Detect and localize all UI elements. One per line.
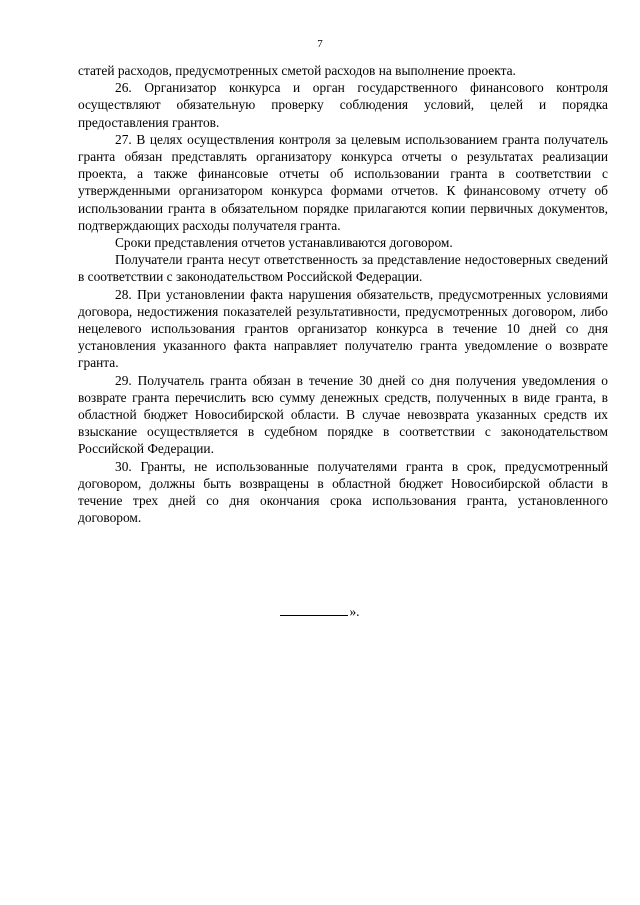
- closing-rule: [280, 615, 348, 616]
- paragraph-30: 30. Гранты, не использованные получателями гранта в срок, предусмотренный договором, должны быть возвращены в областной бюджет Новосибирской области в течение трех дней со дня окончания срока использования гранта, установленного договором.: [78, 458, 608, 526]
- page-number: 7: [317, 38, 323, 50]
- paragraph-responsibility: Получатели гранта несут ответственность за представление недостоверных сведений в соответствии с законодательством Российской Федерации.: [78, 252, 608, 285]
- paragraph-28: 28. При установлении факта нарушения обязательств, предусмотренных условиями договора, недостижения показателей результативности, предусмотренных договором, либо нецелевого использования грантов организатор конкурса в течение 10 дней со дня установления указанного факта направляет получателю гранта уведомление о возврате гранта.: [78, 286, 608, 371]
- paragraph-29: 29. Получатель гранта обязан в течение 30 дней со дня получения уведомления о возврате гранта перечислить всю сумму денежных средств, полученных в виде гранта, в областной бюджет Новосибирской области. В случае невозврата указанных средств их взыскание осуществляется в судебном порядке в соответствии с законодательством Российской Федерации.: [78, 372, 608, 457]
- paragraph-report-deadlines: Сроки представления отчетов устанавливаются договором.: [115, 235, 453, 251]
- paragraph-continuation: статей расходов, предусмотренных сметой расходов на выполнение проекта.: [78, 63, 516, 78]
- closing-line: [0, 603, 640, 620]
- document-body: [78, 62, 608, 526]
- closing-quote: ».: [349, 604, 360, 619]
- paragraph-27: 27. В целях осуществления контроля за целевым использованием гранта получатель гранта обязан представлять организатору конкурса отчеты о результатах реализации проекта, а также финансовые отчеты об использовании гранта в соответствии с утвержденными организатором конкурса формами отчетов. К финансовому отчету об использовании гранта в обязательном порядке прилагаются копии первичных документов, подтверждающих расходы получателя гранта.: [78, 131, 608, 233]
- paragraph-26: 26. Организатор конкурса и орган государственного финансового контроля осуществляют обязательную проверку соблюдения условий, целей и порядка предоставления грантов.: [78, 80, 608, 130]
